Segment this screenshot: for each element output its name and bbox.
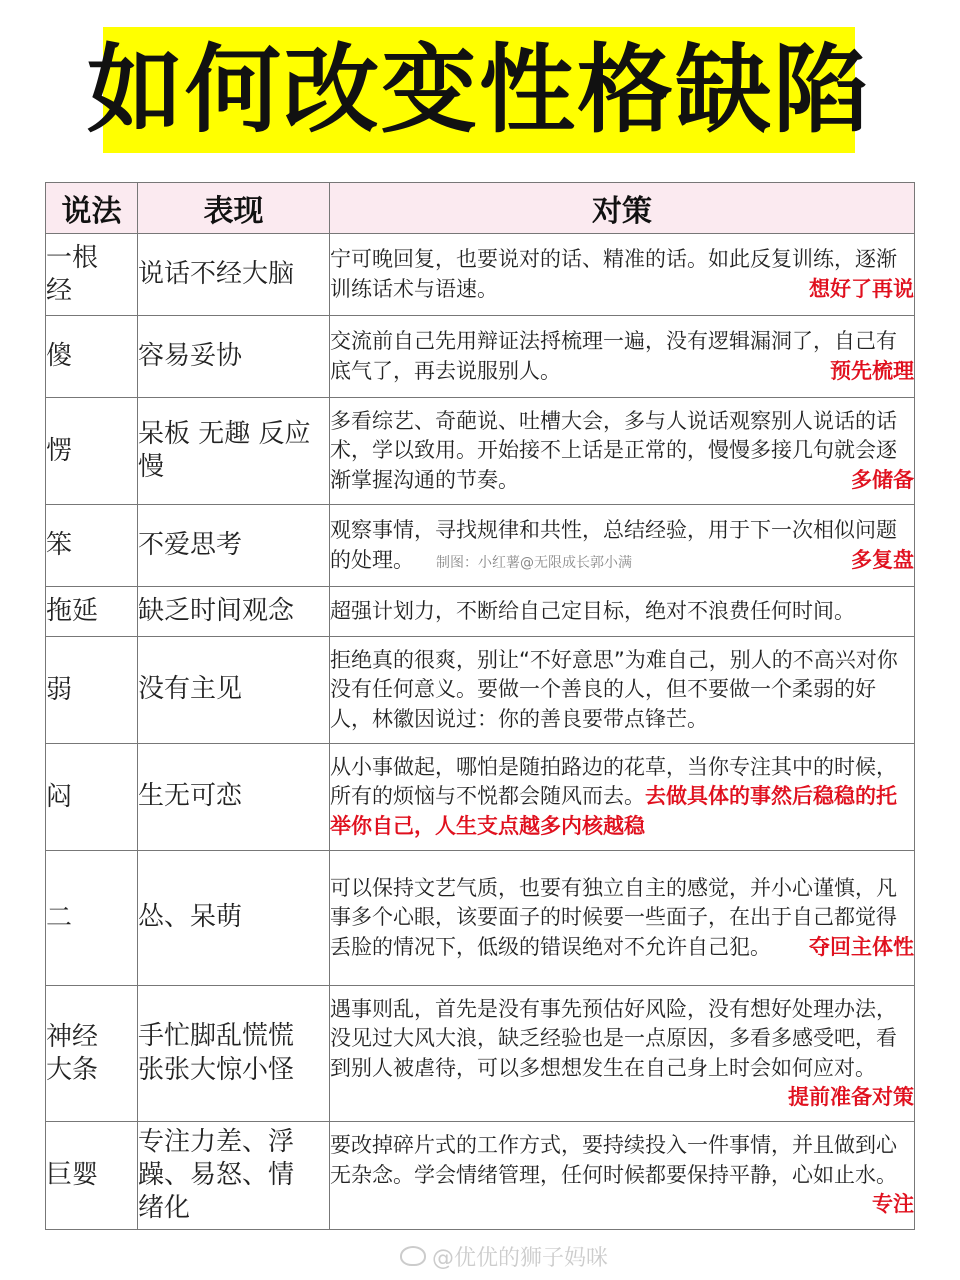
solution-text: 从小事做起，哪怕是随拍路边的花草，当你专注其中的时候，所有的烦恼与不悦都会随风而去。 [330, 754, 897, 809]
header-solution: 对策 [330, 183, 915, 234]
key-tag: 想好了再说 [809, 276, 914, 301]
term-cell: 神经大条 [46, 986, 138, 1122]
key-tag: 多复盘 [851, 547, 914, 572]
header-term: 说法 [46, 183, 138, 234]
solution-text: 拒绝真的很爽，别让“不好意思”为难自己，别人的不高兴对你没有任何意义。要做一个善良的人，但不要做一个柔弱的好人，林徽因说过：你的善良要带点锋芒。 [330, 647, 898, 731]
behavior-cell: 手忙脚乱慌慌张张大惊小怪 [138, 986, 330, 1122]
watermark-text: @优优的狮子妈咪 [432, 1245, 609, 1271]
table-row [46, 986, 915, 1122]
table-row [46, 234, 915, 316]
key-tag: 预先梳理 [830, 358, 914, 383]
solution-cell [330, 234, 915, 316]
solution-text: 超强计划力，不断给自己定目标，绝对不浪费任何时间。 [330, 598, 855, 623]
solution-cell [330, 851, 915, 986]
table-row [46, 744, 915, 851]
key-tag: 提前准备对策 [788, 1084, 914, 1109]
behavior-cell: 缺乏时间观念 [138, 587, 330, 637]
term-cell: 弱 [46, 637, 138, 744]
term-cell: 闷 [46, 744, 138, 851]
weibo-icon [400, 1246, 426, 1266]
solution-cell [330, 587, 915, 637]
key-tag: 夺回主体性 [809, 934, 914, 959]
solution-cell [330, 1122, 915, 1230]
solution-text: 要改掉碎片式的工作方式，要持续投入一件事情，并且做到心无杂念。学会情绪管理，任何时候都要保持平静，心如止水。 [330, 1133, 897, 1187]
solution-cell [330, 744, 915, 851]
behavior-cell: 生无可恋 [138, 744, 330, 851]
watermark [400, 1240, 608, 1272]
solution-cell [330, 986, 915, 1122]
behavior-cell: 呆板 无趣 反应慢 [138, 398, 330, 505]
term-cell: 傻 [46, 316, 138, 398]
table-row [46, 398, 915, 505]
table-row [46, 1122, 915, 1230]
behavior-cell: 容易妥协 [138, 316, 330, 398]
table-row [46, 637, 915, 744]
highlight-text: 去做具体的事然后稳稳的托举你自己，人生支点越多内核越稳 [330, 784, 897, 838]
term-cell: 一根经 [46, 234, 138, 316]
solution-cell [330, 398, 915, 505]
trait-table [45, 182, 915, 1230]
page-title: 如何改变性格缺陷 [87, 34, 871, 146]
key-tag: 多储备 [851, 467, 914, 492]
table-header-row [46, 183, 915, 234]
table-row [46, 851, 915, 986]
credit-text: 制图：小红薯@无限成长郭小满 [436, 554, 632, 571]
term-cell: 二 [46, 851, 138, 986]
term-cell: 拖延 [46, 587, 138, 637]
table-row [46, 316, 915, 398]
solution-cell [330, 505, 915, 587]
solution-text: 多看综艺、奇葩说、吐槽大会，多与人说话观察别人说话的话术，学以致用。开始接不上话是正常的，慢慢多接几句就会逐渐掌握沟通的节奏。 [330, 408, 897, 492]
key-tag: 专注 [872, 1192, 914, 1217]
table-row [46, 587, 915, 637]
behavior-cell: 专注力差、浮躁、易怒、情绪化 [138, 1122, 330, 1230]
solution-text: 宁可晚回复，也要说对的话、精准的话。如此反复训练，逐渐训练话术与语速。 [330, 247, 897, 301]
term-cell: 巨婴 [46, 1122, 138, 1230]
table-row [46, 505, 915, 587]
solution-cell [330, 637, 915, 744]
title-banner [87, 27, 871, 153]
term-cell: 笨 [46, 505, 138, 587]
solution-text: 遇事则乱，首先是没有事先预估好风险，没有想好处理办法，没见过大风大浪，缺乏经验也是一点原因，多看多感受吧，看到别人被虐待，可以多想想发生在自己身上时会如何应对。 [330, 996, 897, 1080]
solution-text: 观察事情，寻找规律和共性，总结经验，用于下一次相似问题的处理。 [330, 518, 897, 572]
header-behavior: 表现 [138, 183, 330, 234]
behavior-cell: 不爱思考 [138, 505, 330, 587]
behavior-cell: 怂、呆萌 [138, 851, 330, 986]
behavior-cell: 没有主见 [138, 637, 330, 744]
solution-cell [330, 316, 915, 398]
solution-text: 可以保持文艺气质，也要有独立自主的感觉，并小心谨慎，凡事多个心眼，该要面子的时候要一些面子，在出于自己都觉得丢脸的情况下，低级的错误绝对不允许自己犯。 [330, 875, 897, 959]
solution-text: 交流前自己先用辩证法捋梳理一遍，没有逻辑漏洞了，自己有底气了，再去说服别人。 [330, 329, 897, 383]
term-cell: 愣 [46, 398, 138, 505]
behavior-cell: 说话不经大脑 [138, 234, 330, 316]
